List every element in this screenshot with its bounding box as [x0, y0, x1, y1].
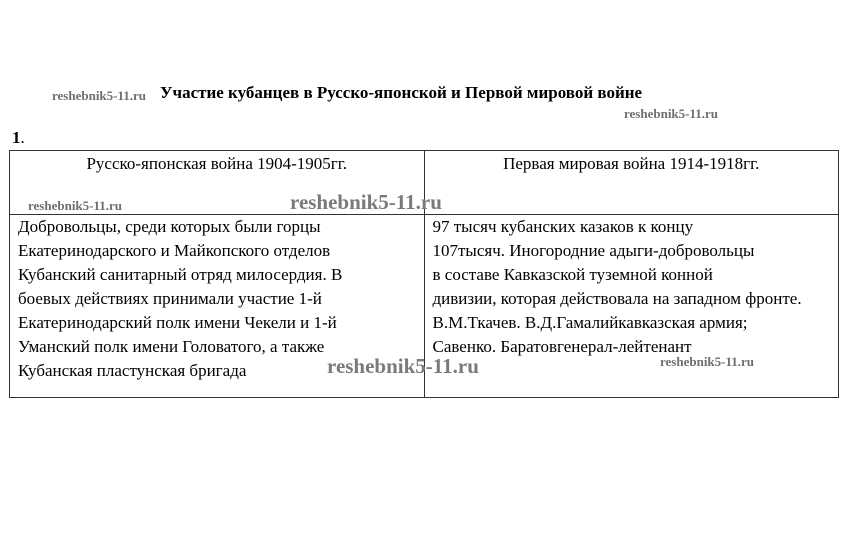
left-line: Екатеринодарского и Майкопского отделов	[18, 241, 331, 260]
watermark-center-bottom: reshebnik5-11.ru	[327, 354, 479, 378]
right-line: Савенко. Баратовгенерал-лейтенант	[432, 337, 692, 356]
right-line: 97 тысяч кубанских казаков к концу	[432, 217, 694, 236]
body-cell-right	[424, 215, 839, 398]
left-line: Добровольцы, среди которых были горцы	[18, 217, 321, 236]
watermark-center-top: reshebnik5-11.ru	[290, 190, 442, 214]
task-number-value: 1	[12, 128, 21, 147]
watermark-header-left: reshebnik5-11.ru	[28, 198, 123, 213]
right-line: В.М.Ткачев. В.Д.Гамалийкавказская армия;	[432, 313, 748, 332]
watermark-top-left: reshebnik5-11.ru	[52, 88, 147, 103]
left-line: Кубанская пластунская бригада	[18, 361, 247, 380]
task-number-suffix: .	[20, 128, 25, 147]
watermark-bottom-right: reshebnik5-11.ru	[660, 354, 755, 369]
header-cell-right	[424, 151, 839, 215]
watermark-top-right: reshebnik5-11.ru	[624, 106, 719, 121]
right-line: 107тысяч. Иногородние адыги-добровольцы	[432, 241, 755, 260]
left-line: боевых действиях принимали участие 1-й	[18, 289, 322, 308]
left-line: Екатеринодарский полк имени Чекели и 1-й	[18, 313, 337, 332]
page-title: Участие кубанцев в Русско-японской и Первой мировой войне	[160, 83, 643, 102]
right-line: в составе Кавказской туземной конной	[432, 265, 713, 284]
left-line: Уманский полк имени Головатого, а также	[18, 337, 325, 356]
right-line: дивизии, которая действовала на западном фронте.	[432, 289, 802, 308]
left-line: Кубанский санитарный отряд милосердия. В	[18, 265, 343, 284]
header-label-right: Первая мировая война 1914-1918гг.	[503, 154, 760, 173]
task-number	[12, 128, 25, 148]
header-label-left: Русско-японская война 1904-1905гг.	[86, 154, 348, 173]
